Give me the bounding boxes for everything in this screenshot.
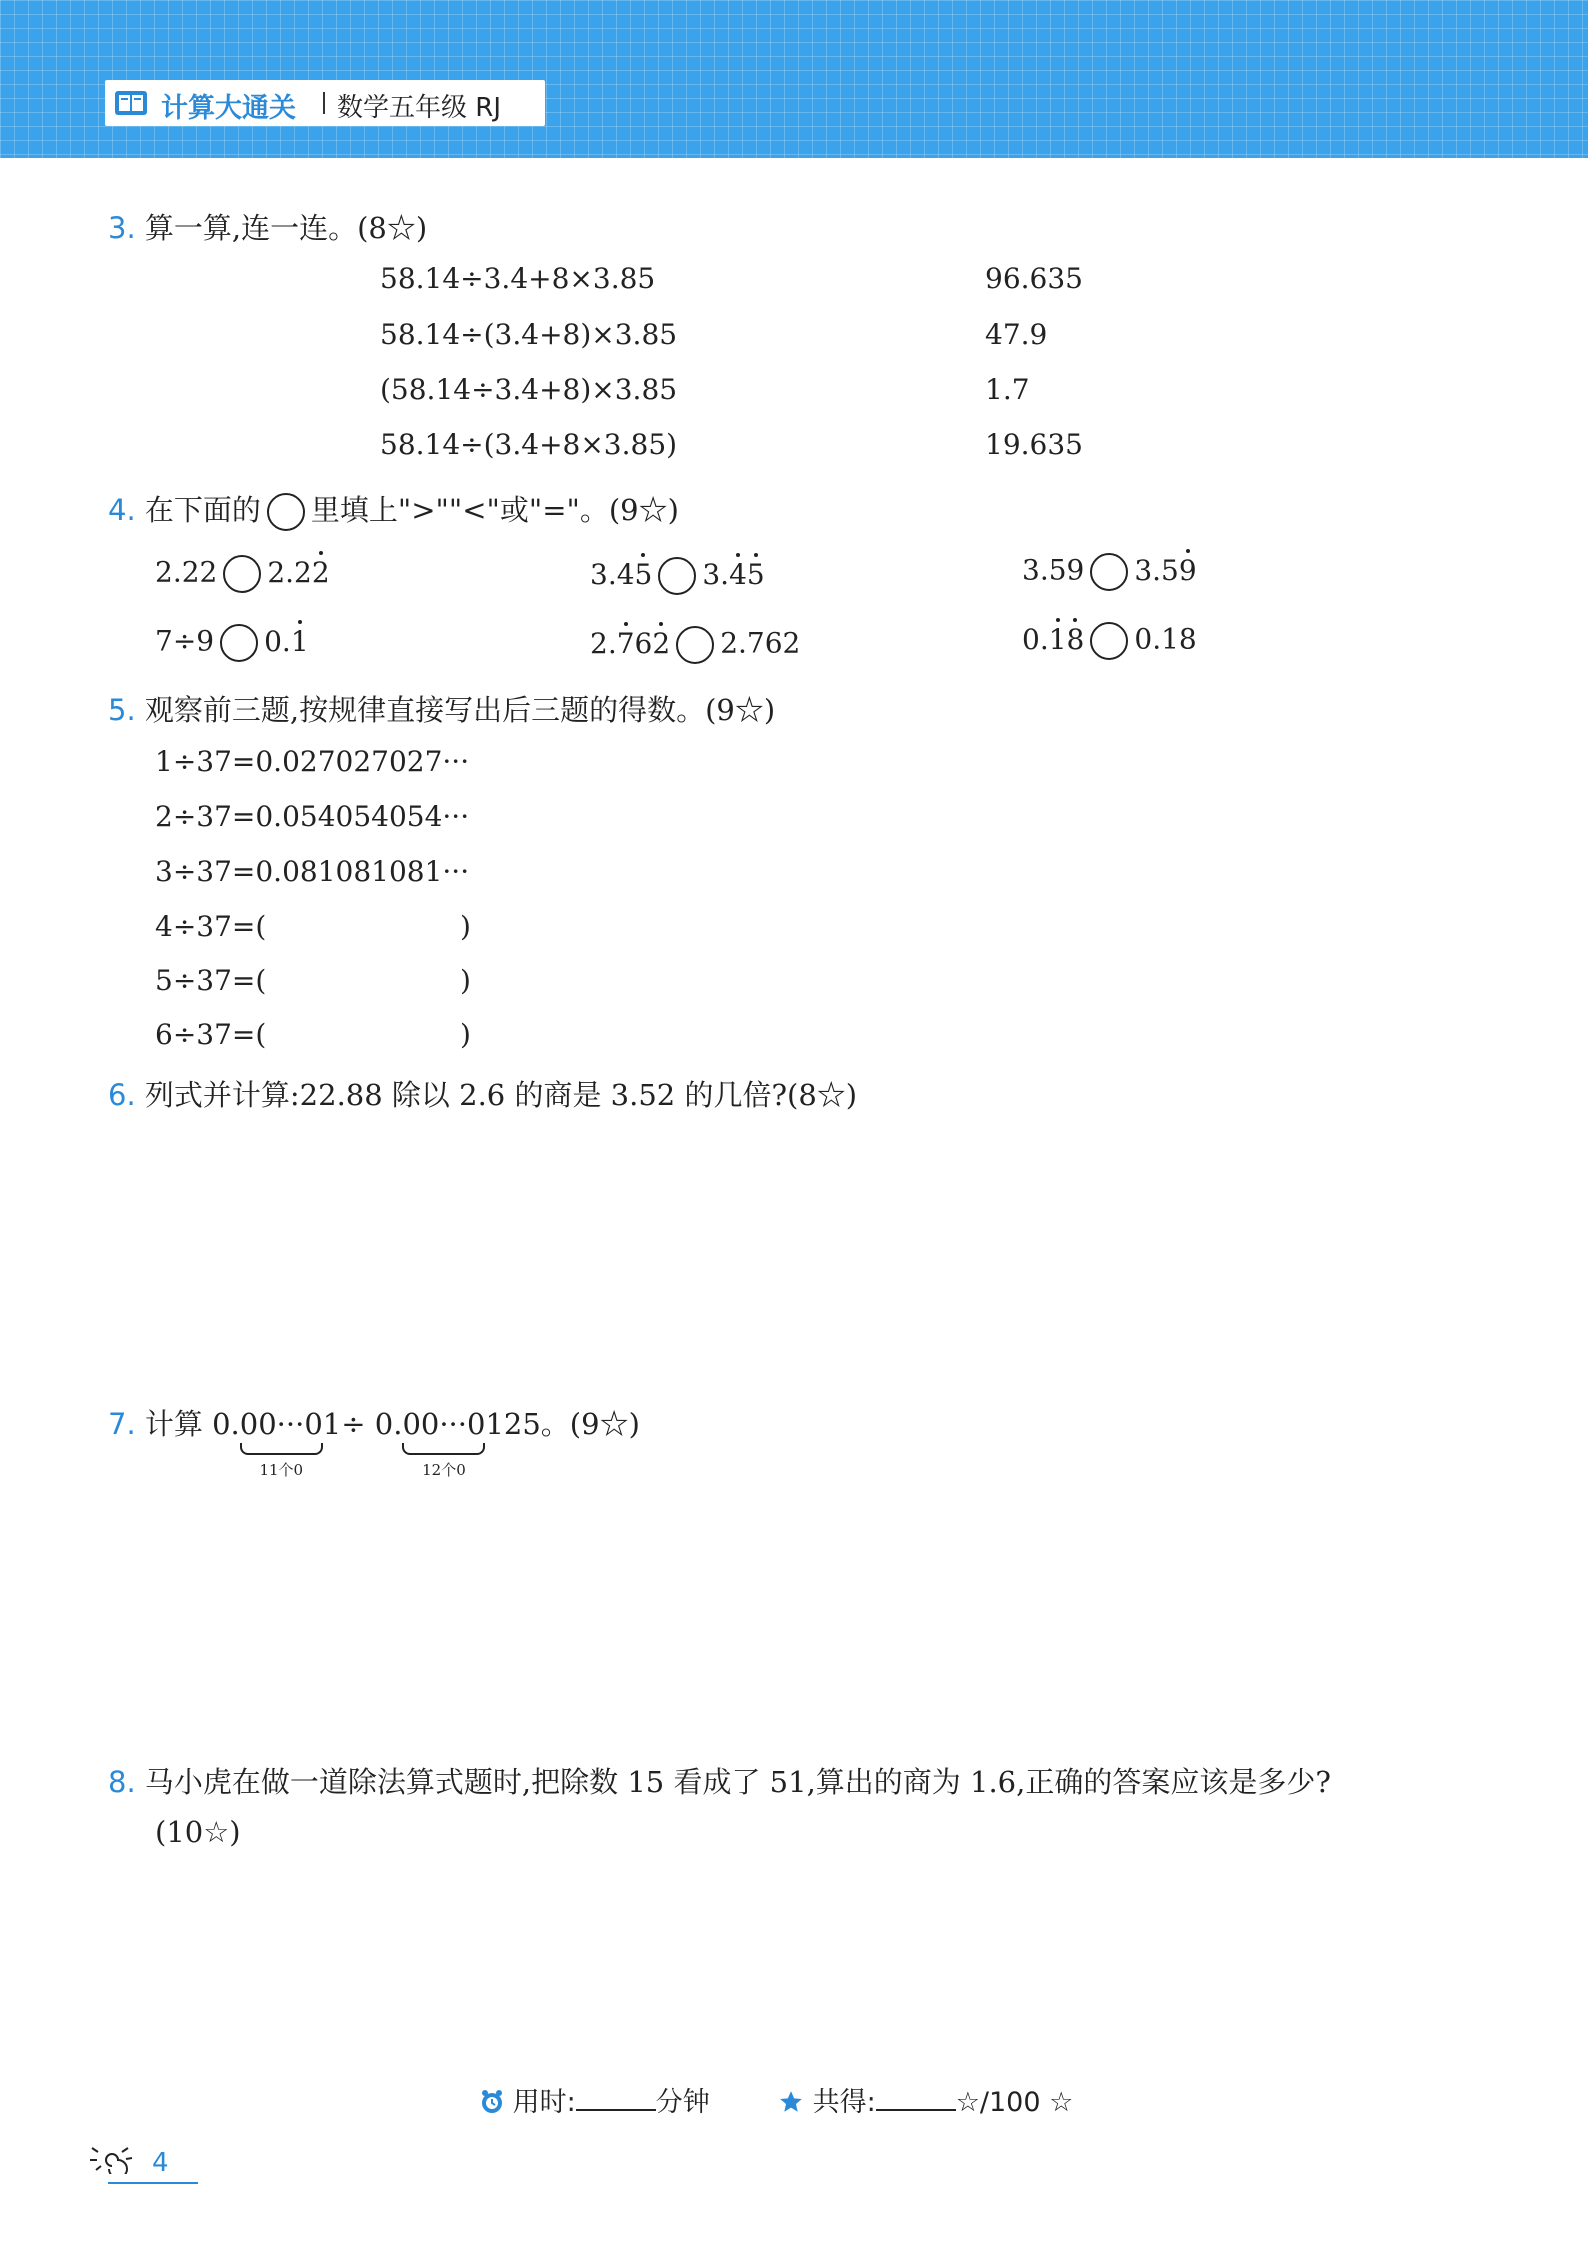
question-number: 4. (108, 493, 136, 527)
compare-right (267, 556, 329, 589)
q5-blank-line: 4÷37=( (155, 910, 267, 943)
score-max: ☆/100 ☆ (955, 2087, 1074, 2118)
zeros-brace (239, 1407, 323, 1479)
compare-right (1134, 554, 1196, 587)
question-3-title (108, 206, 427, 247)
repeating-digit: 1 (1048, 622, 1067, 656)
star-icon (778, 2089, 804, 2115)
question-text: 125。(9☆) (485, 1407, 640, 1441)
time-used (480, 2080, 710, 2119)
question-number: 7. (108, 1407, 136, 1441)
compare-right (264, 625, 309, 658)
spiral-sun-icon (86, 2138, 138, 2174)
score-label: 共得: (812, 2087, 876, 2118)
digits: 3.4 (590, 557, 635, 591)
underbrace (402, 1443, 485, 1455)
q3-left-expr[interactable]: 58.14÷(3.4+8×3.85) (380, 428, 678, 461)
answer-circle[interactable] (1090, 622, 1128, 660)
q7-answer-area[interactable] (155, 1490, 1455, 1740)
compare-left (590, 627, 670, 660)
question-7-title (108, 1402, 640, 1479)
question-text: 观察前三题,按规律直接写出后三题的得数。(9☆) (144, 693, 776, 727)
brace-label: 11个0 (259, 1461, 304, 1479)
title-box (105, 80, 545, 126)
compare-left (1022, 623, 1084, 656)
question-8-title (108, 1760, 1331, 1801)
question-5-title (108, 688, 775, 729)
q8-score: (10☆) (155, 1815, 241, 1849)
q5-blank-line: 6÷37=( (155, 1018, 267, 1051)
clock-icon (480, 2089, 504, 2115)
zeros-brace (402, 1407, 486, 1479)
q3-left-expr[interactable]: 58.14÷(3.4+8)×3.85 (380, 318, 678, 351)
q3-left-expr[interactable]: 58.14÷3.4+8×3.85 (380, 262, 656, 295)
compare-right: 0.18 (1134, 622, 1197, 656)
question-number: 5. (108, 693, 136, 727)
repeating-digit: 2 (311, 555, 330, 589)
q3-right-value[interactable]: 19.635 (985, 428, 1083, 461)
time-blank[interactable] (576, 2085, 656, 2111)
q6-answer-area[interactable] (155, 1130, 1455, 1380)
q5-blank-line: 5÷37=( (155, 964, 267, 997)
question-text: 算一算,连一连。(8☆) (144, 211, 428, 245)
q4-compare-item (590, 626, 800, 664)
question-number: 3. (108, 211, 136, 245)
q5-answer-blank[interactable]: ) (460, 1018, 471, 1051)
question-text: 在下面的 (144, 493, 261, 527)
compare-left: 7÷9 (155, 624, 215, 658)
brace-label: 12个0 (422, 1461, 466, 1479)
q4-compare-item (155, 555, 330, 593)
repeating-digit: 7 (616, 626, 635, 660)
answer-circle[interactable] (220, 624, 258, 662)
header-band (0, 0, 1588, 158)
q4-compare-item (1022, 553, 1197, 591)
compare-left (590, 558, 652, 591)
digits: 3.5 (1134, 553, 1179, 587)
underbrace (240, 1443, 323, 1455)
q4-compare-item (1022, 622, 1197, 660)
repeating-digit: 8 (1066, 622, 1085, 656)
compare-left: 3.59 (1022, 553, 1085, 587)
brand-title: 计算大通关 (161, 93, 296, 124)
question-text: 马小虎在做一道除法算式题时,把除数 15 看成了 51,算出的商为 1.6,正确的答案应该是多少? (144, 1765, 1331, 1799)
page-number-underline (108, 2182, 198, 2184)
question-number: 8. (108, 1765, 136, 1799)
q5-line: 2÷37=0.054054054··· (155, 800, 470, 833)
question-number: 6. (108, 1078, 136, 1112)
question-6-title (108, 1073, 857, 1114)
q5-line: 1÷37=0.027027027··· (155, 745, 470, 778)
repeating-digit: 1 (290, 624, 309, 658)
answer-circle[interactable] (1090, 553, 1128, 591)
question-text: 计算 0. (144, 1407, 240, 1441)
time-label: 用时: (512, 2087, 576, 2118)
compare-right: 2.762 (720, 626, 801, 660)
answer-circle[interactable] (658, 557, 696, 595)
q3-left-expr[interactable]: (58.14÷3.4+8)×3.85 (380, 373, 678, 406)
subtitle: 数学五年级 RJ (337, 93, 501, 123)
repeating-digit: 5 (634, 557, 653, 591)
digits: 0. (264, 624, 291, 658)
compare-left: 2.22 (155, 555, 218, 589)
answer-circle[interactable] (676, 626, 714, 664)
time-unit: 分钟 (655, 2087, 710, 2118)
q4-compare-item (155, 624, 309, 662)
question-text: 列式并计算:22.88 除以 2.6 的商是 3.52 的几倍?(8☆) (144, 1078, 858, 1112)
q3-right-value[interactable]: 47.9 (985, 318, 1048, 351)
q8-answer-area[interactable] (155, 1870, 1455, 2050)
digits: 2.2 (267, 555, 312, 589)
repeating-digit: 5 (746, 557, 765, 591)
repeating-digit: 2 (652, 626, 671, 660)
q4-compare-item (590, 557, 765, 595)
digits: 3. (702, 557, 730, 591)
title-separator (323, 92, 325, 114)
question-4-title (108, 488, 679, 531)
repeating-digit: 4 (729, 557, 747, 591)
q3-right-value[interactable]: 96.635 (985, 262, 1083, 295)
page-number: 4 (152, 2148, 169, 2178)
answer-circle-icon (267, 493, 305, 531)
repeating-digit: 9 (1178, 553, 1197, 587)
zeros-run: 00···0 (402, 1407, 486, 1441)
q5-answer-blank[interactable]: ) (460, 964, 471, 997)
digits: 2. (590, 626, 617, 660)
q5-line: 3÷37=0.081081081··· (155, 855, 470, 888)
compare-right (702, 558, 764, 591)
q3-right-value[interactable]: 1.7 (985, 373, 1030, 406)
zeros-run: 00···0 (239, 1407, 323, 1441)
question-text: 1÷ 0. (322, 1407, 403, 1441)
answer-circle[interactable] (223, 555, 261, 593)
digits: 6 (634, 626, 653, 660)
question-text: 里填上">""<"或"="。(9☆) (310, 493, 679, 527)
score-total (778, 2080, 1073, 2119)
book-icon (113, 88, 149, 118)
digits: 0. (1022, 622, 1049, 656)
score-blank[interactable] (876, 2085, 956, 2111)
q5-answer-blank[interactable]: ) (460, 910, 471, 943)
